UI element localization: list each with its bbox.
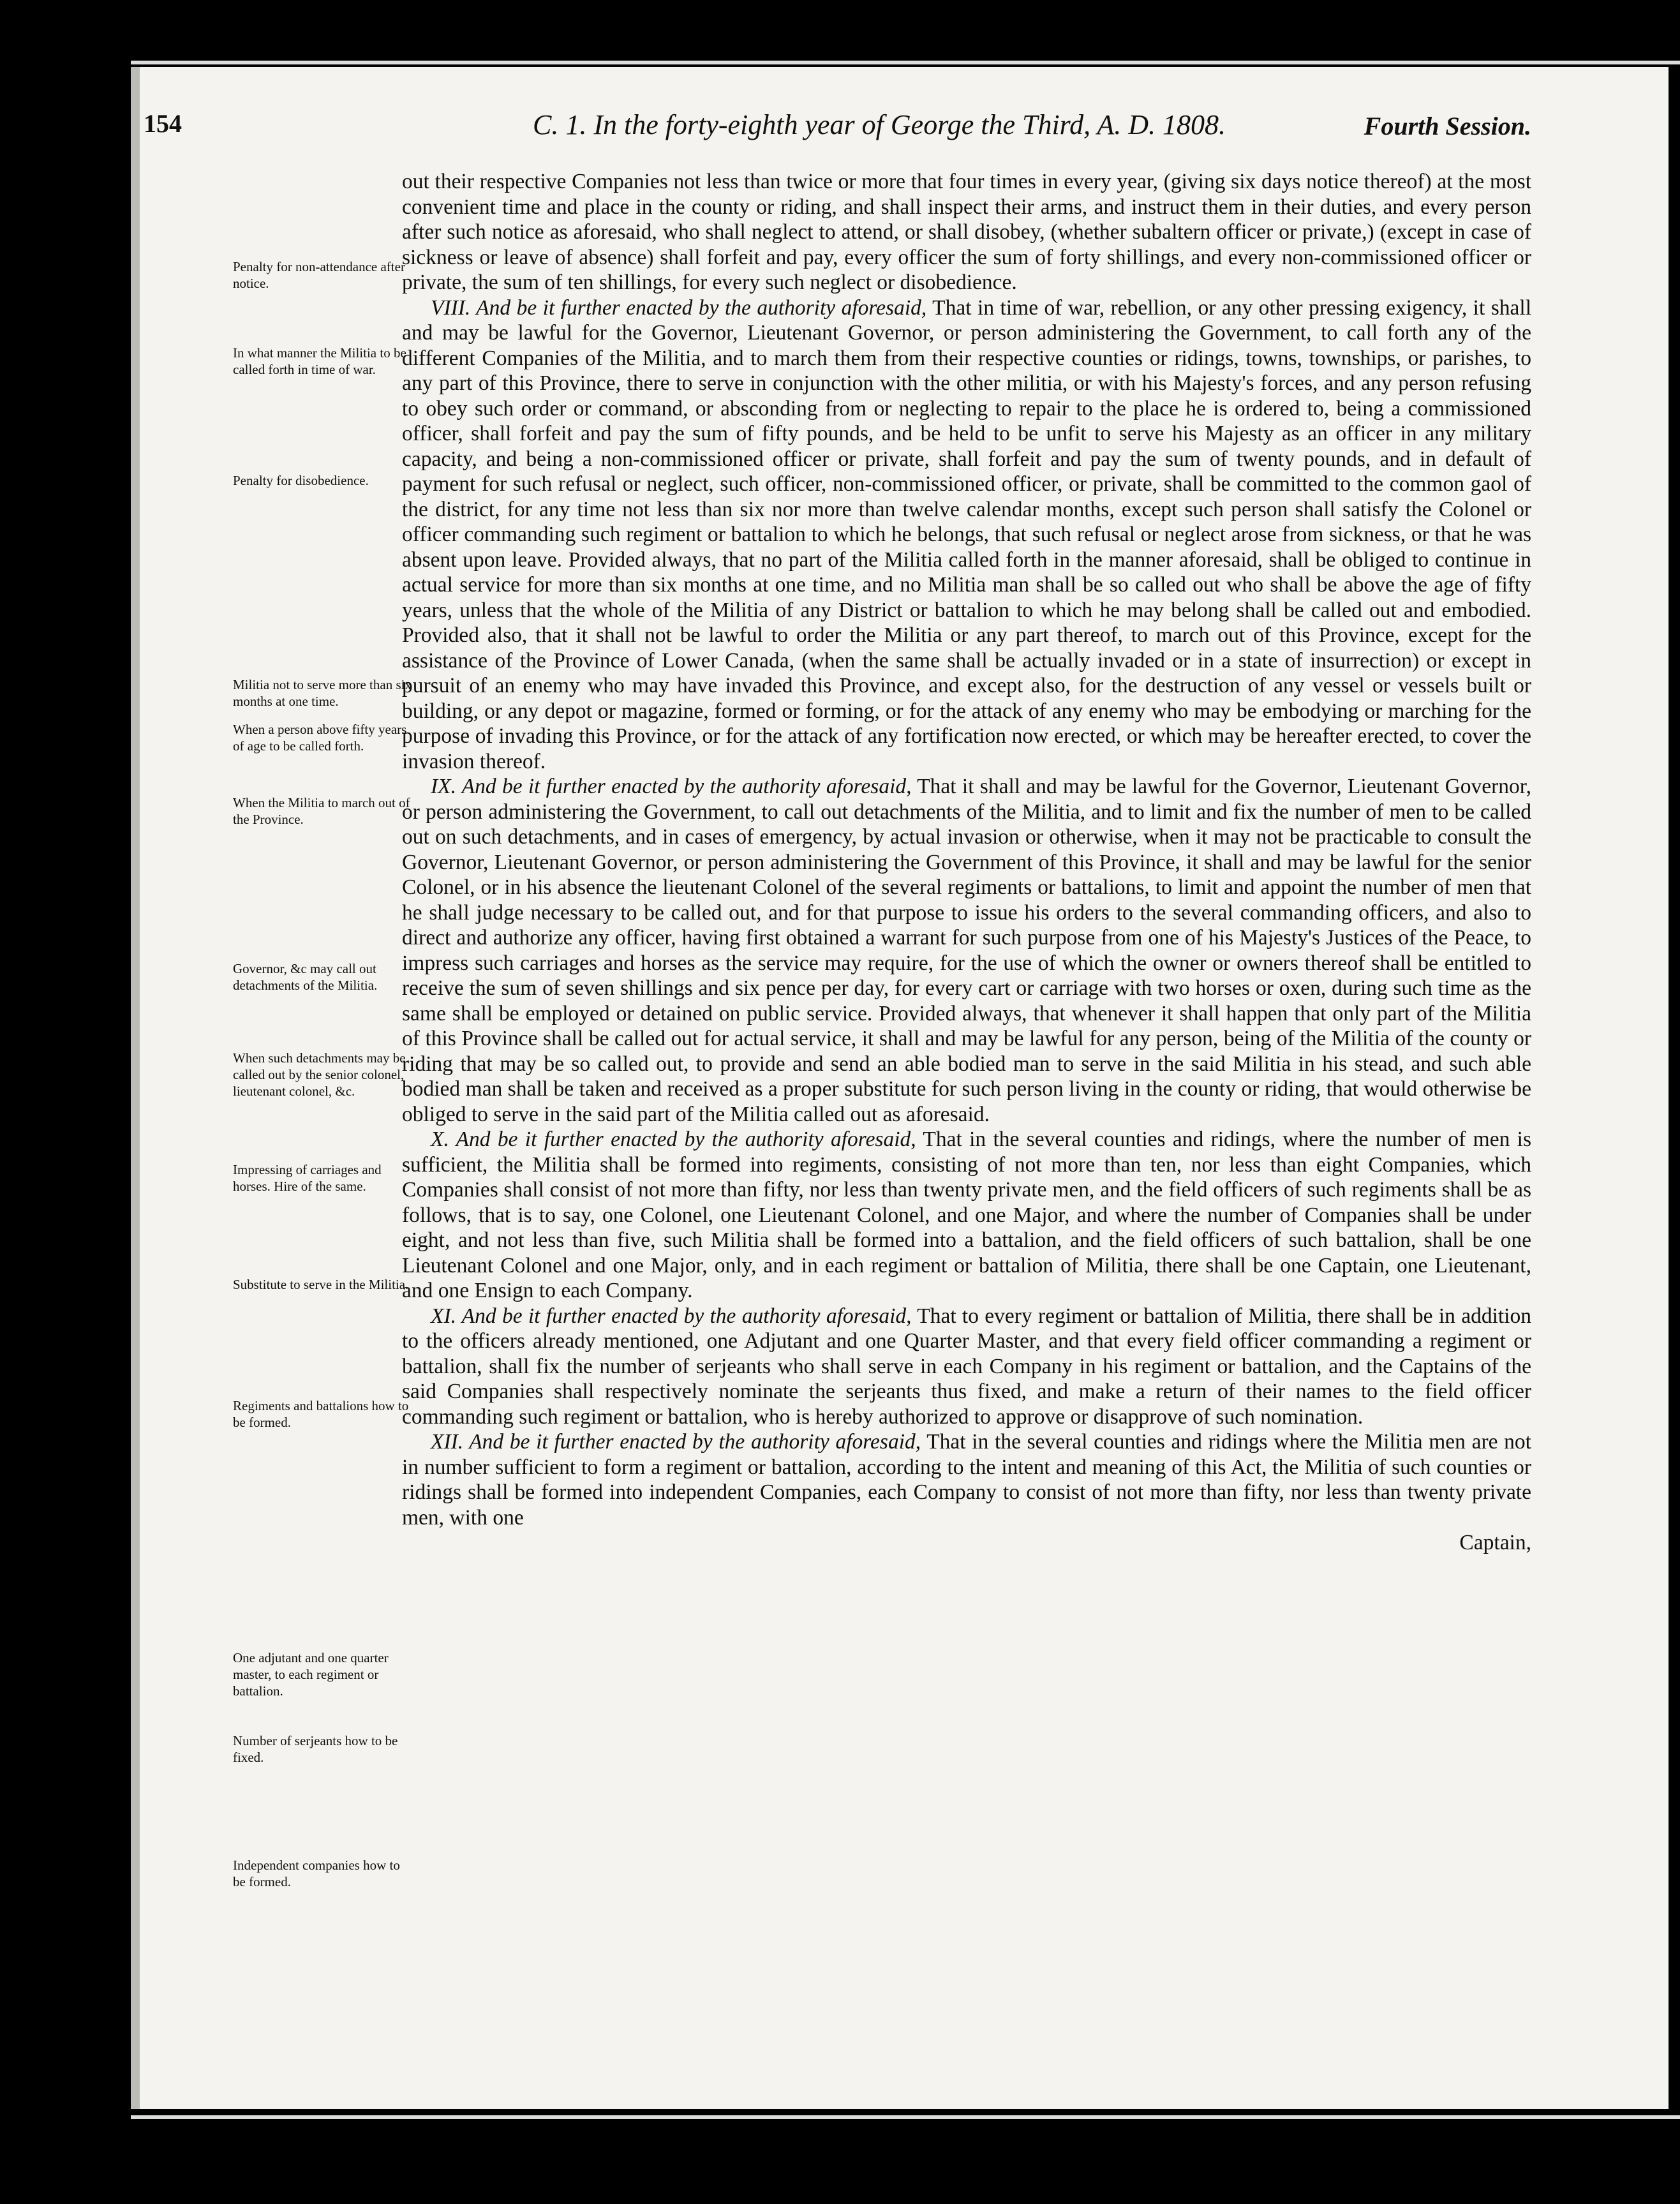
section-text: That to every regiment or battalion of Militia, there shall be in addition to the officers already mentioned, one Adjutant and one Quarter Master, and that every field officer commanding a regiment or battalion, shall fix the number of serjeants who shall serve in each Company in his regiment or battalion, and the Captains of the said Companies shall respectively nominate the serjeants thus fixed, and make a return of their names to the field officer commanding such regiment or battalion, who is hereby authorized to approve or disapprove of such nomination. xyxy=(402,1304,1531,1429)
section-x xyxy=(402,1127,1531,1304)
margin-note: Governor, &c may call out detachments of the Militia. xyxy=(233,961,378,993)
margin-note: One adjutant and one quarter master, to each regiment or battalion. xyxy=(233,1650,389,1699)
page-number: 154 xyxy=(144,109,182,138)
section-text: That in time of war, rebellion, or any other pressing exigency, it shall and may be lawful for the Governor, Lieutenant Governor, or person administering the Government, to call forth any of the different Companies of the Militia, and to march them from their respective counties or ridings, towns, townships, or parishes, to any part of this Province, there to serve in conjunction with the other militia, or with his Majesty's forces, and any person refusing to obey such order or command, or absconding from or neglecting to repair to the place he is ordered to, being a commissioned officer, shall forfeit and pay the sum of fifty pounds, and be held to be unfit to serve his Majesty as an officer in any military capacity, and being a non-commissioned officer or private, shall forfeit and pay the sum of twenty pounds, and in default of payment for such refusal or neglect, such officer, non-commissioned officer, or private, shall be committed to the common gaol of the district, for any time not less than six nor more than twelve calendar months, except such person shall satisfy the Colonel or officer commanding such regiment or battalion to which he belongs, that such refusal or neglect arose from sickness, or that he was absent upon leave. Provided always, that no part of the Militia called forth in the manner aforesaid, shall be obliged to continue in actual service for more than six months at one time, and no Militia man shall be so called out who shall be above the age of fifty years, unless that the whole of the Militia of any District or battalion to which he may belong shall be called out and embodied. Provided also, that it shall not be lawful to order the Militia or any part thereof, to march out of this Province, except for the assistance of the Province of Lower Canada, (when the same shall be actually invaded or in a state of insurrection) or except in pursuit of an enemy who may have invaded this Province, and except also, for the destruction of any vessel or vessels built or building, or any depot or magazine, formed or forming, or for the attack of any enemy who may be embodying or marching for the purpose of invading this Province, or for the attack of any fortification now erected, or which may be hereafter erected, to cover the invasion thereof. xyxy=(402,295,1531,773)
margin-notes xyxy=(233,160,412,2010)
section-viii xyxy=(402,295,1531,775)
body-text xyxy=(402,169,1531,1994)
header-session: Fourth Session. xyxy=(1364,112,1531,140)
margin-note: Substitute to serve in the Militia. xyxy=(233,1277,409,1292)
section-text: That in the several counties and ridings, where the number of men is sufficient, the Militia shall be formed into regiments, consisting of not more than ten, nor less than eight Companies, which Companies shall consist of not more than fifty, nor less than twenty private men, and the field officers of such regiments shall be as follows, that is to say, one Colonel, one Lieutenant Colonel, and one Major, and where the number of Companies shall be under eight, and not less than five, such Militia shall be formed into a battalion, and the field officers of such battalion, shall be one Lieutenant Colonel and one Major, only, and in each regiment or battalion of Militia, there shall be one Captain, one Lieutenant, and one Ensign to each Company. xyxy=(402,1128,1531,1302)
margin-note: In what manner the Militia to be called forth in time of war. xyxy=(233,345,406,377)
paragraph-continued: out their respective Companies not less than twice or more that four times in every year, (giving six days notice thereof) at the most convenient time and place in the county or riding, and shall inspect their arms, and instruct them in their duties, and every person after such notice as aforesaid, who shall neglect to attend, or shall disobey, (whether subaltern officer or private,) (except in case of sickness or leave of absence) shall forfeit and pay, every officer the sum of forty shillings, and every non-commissioned officer or private, the sum of ten shillings, for every such neglect or disobedience. xyxy=(402,170,1531,294)
page-binding-edge xyxy=(131,67,140,2109)
margin-note: Regiments and battalions how to be formed. xyxy=(233,1398,409,1430)
section-text: That it shall and may be lawful for the Governor, Lieutenant Governor, or person administering the Government, to call out detachments of the Militia, and to limit and fix the number of men to be called out on such detachments, and in cases of emergency, by actual invasion or otherwise, when it may not be practicable to consult the Governor, Lieutenant Governor, or person administering the Government of this Province, it shall and may be lawful for the senior Colonel, or in his absence the lieutenant Colonel of the several regiments or battalions, to limit and appoint the number of men that he shall judge necessary to be called out, and for that purpose to issue his orders to the several commanding officers, and also to direct and authorize any officer, having first obtained a warrant for such purpose from one of his Majesty's Justices of the Peace, to impress such carriages and horses as the service may require, for the use of which the owner or owners thereof shall be entitled to receive the sum of seven shillings and six pence per day, for every cart or carriage with two horses or oxen, during such time as the same shall be employed or detained on public service. Provided always, that whenever it shall happen that only part of the Militia of this Province shall be called out for actual service, it shall and may be lawful for any person, being of the Militia of the county or riding that may be so called out, to provide and send an able bodied man to serve in the said Militia in his stead, and such able bodied man shall be taken and received as a proper substitute for such person living in the county or riding, that would otherwise be obliged to serve in the said part of the Militia called out as aforesaid. xyxy=(402,775,1531,1126)
margin-note: Militia not to serve more than six months at one time. xyxy=(233,677,412,709)
frame-top-line xyxy=(131,61,1680,64)
section-heading: XII. And be it further enacted by the authority aforesaid, xyxy=(431,1430,921,1454)
margin-note: When the Militia to march out of the Province. xyxy=(233,795,410,827)
margin-note: Independent companies how to be formed. xyxy=(233,1858,400,1889)
section-xii xyxy=(402,1429,1531,1530)
running-header xyxy=(144,102,1531,148)
margin-note: Penalty for disobedience. xyxy=(233,473,369,488)
section-text: That in the several counties and ridings where the Militia men are not in number sufficient to form a regiment or battalion, according to the intent and meaning of this Act, the Militia of such counties or ridings shall be formed into independent Companies, each Company to consist of not more than fifty, nor less than twenty private men, with one xyxy=(402,1430,1531,1530)
section-heading: XI. And be it further enacted by the authority aforesaid, xyxy=(431,1304,912,1328)
header-title: C. 1. In the forty-eighth year of George the Third, A. D. 1808. xyxy=(533,109,1226,140)
section-heading: IX. And be it further enacted by the authority aforesaid, xyxy=(431,775,912,798)
catchword: Captain, xyxy=(1459,1531,1531,1554)
margin-note: When such detachments may be called out by the senior colonel, lieutenant colonel, &c. xyxy=(233,1050,406,1099)
section-xi xyxy=(402,1304,1531,1430)
section-heading: X. And be it further enacted by the authority aforesaid, xyxy=(431,1128,916,1151)
margin-note: Number of serjeants how to be fixed. xyxy=(233,1733,398,1765)
margin-note: Penalty for non-attendance after notice. xyxy=(233,259,405,291)
frame-bottom-line xyxy=(131,2115,1680,2119)
margin-note: Impressing of carriages and horses. Hire of the same. xyxy=(233,1162,382,1194)
margin-note: When a person above fifty years of age to be called forth. xyxy=(233,722,407,754)
section-heading: VIII. And be it further enacted by the authority aforesaid, xyxy=(431,295,927,320)
section-ix xyxy=(402,774,1531,1127)
